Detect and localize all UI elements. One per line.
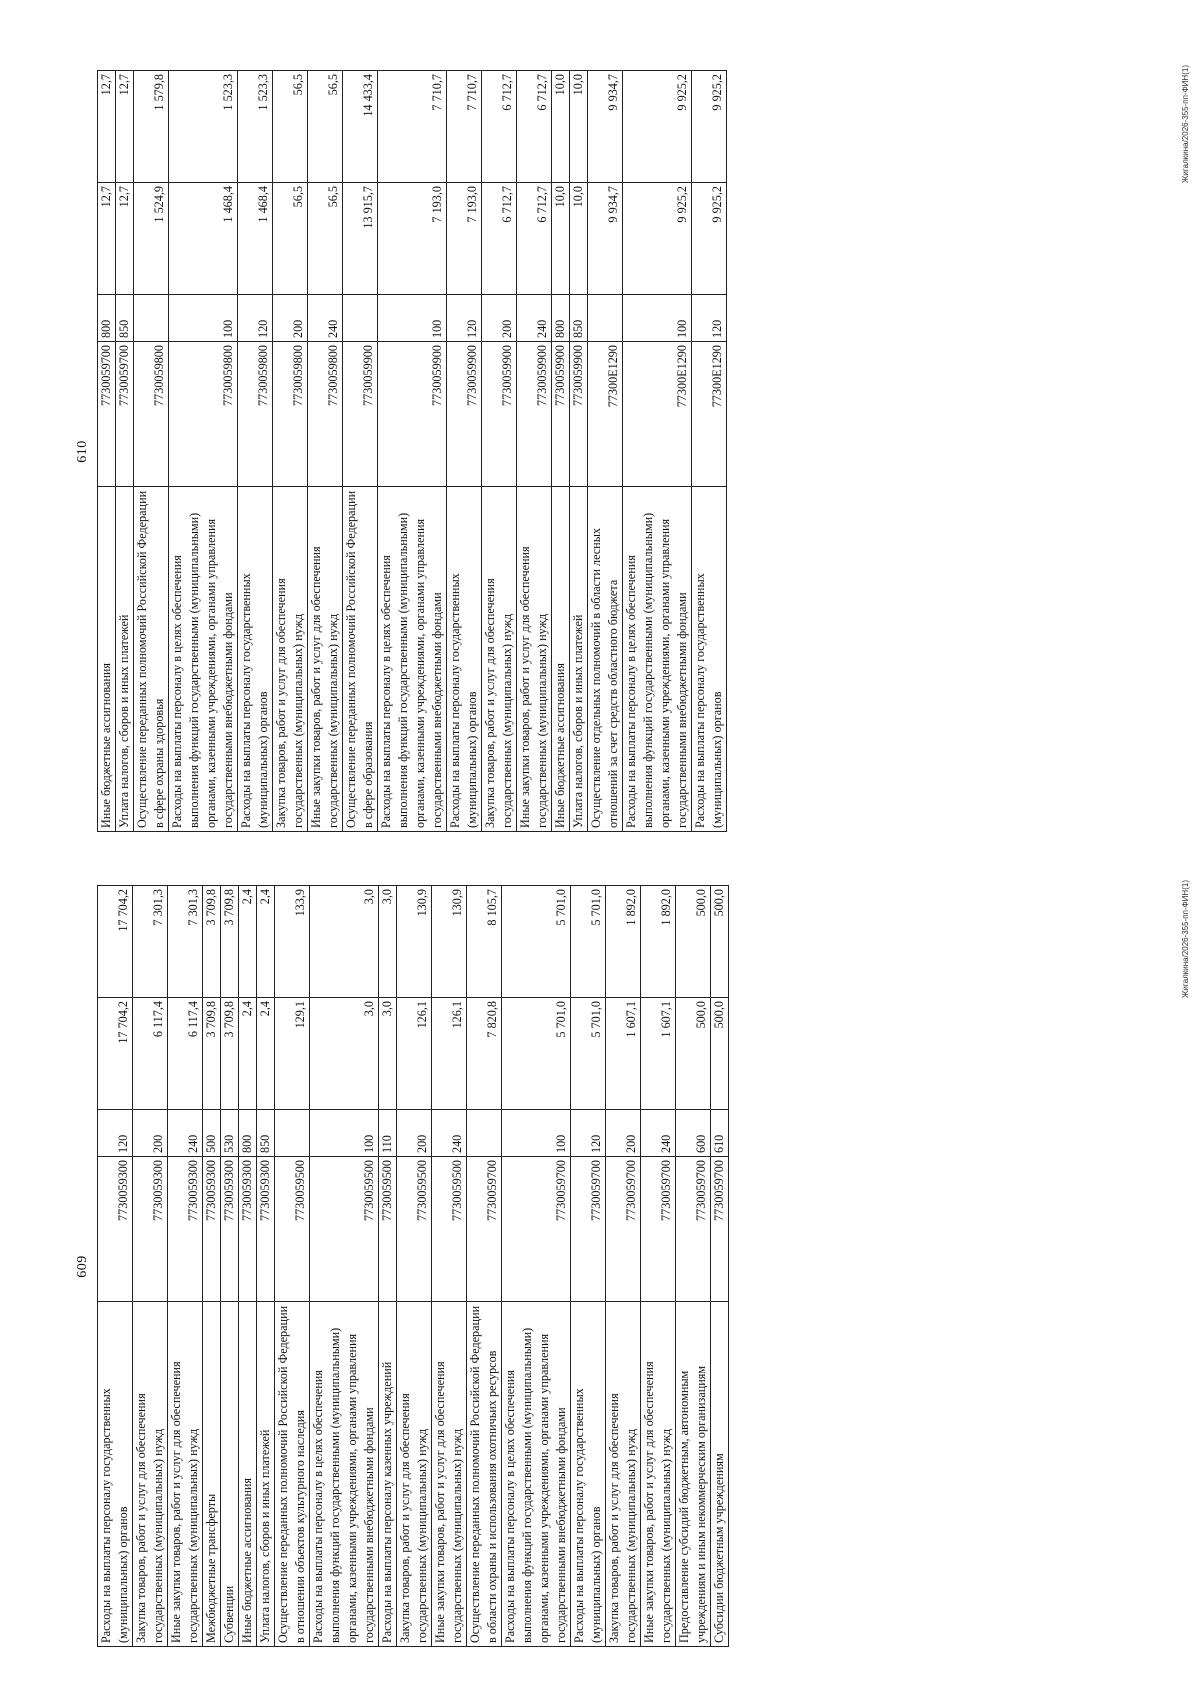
row-name-cell: Осуществление отдельных полномочий в области лесных отношений за счет средств областного бюджета <box>588 487 623 832</box>
amount-2027-cell: 56,5 <box>308 71 343 183</box>
expense-type-cell: 120 <box>571 1110 606 1157</box>
budget-table-body <box>98 71 727 832</box>
amount-2027-cell: 3,0 <box>310 886 379 998</box>
expense-type-cell: 800 <box>552 295 570 342</box>
expense-type-cell: 240 <box>308 295 343 342</box>
amount-2027-cell: 17 704,2 <box>98 886 133 998</box>
table-row <box>116 71 134 832</box>
expense-type-cell <box>275 1110 310 1157</box>
row-name-cell: Закупка товаров, работ и услуг для обеспечения государственных (муниципальных) нужд <box>606 1302 641 1647</box>
amount-2026-cell: 3 709,8 <box>221 998 239 1110</box>
amount-2027-cell: 7 710,7 <box>378 71 447 183</box>
expense-type-cell: 200 <box>273 295 308 342</box>
amount-2027-cell: 6 712,7 <box>482 71 517 183</box>
expense-type-cell: 200 <box>133 1110 168 1157</box>
amount-2027-cell: 7 301,3 <box>168 886 203 998</box>
amount-2027-cell: 9 925,2 <box>623 71 692 183</box>
table-row <box>308 71 343 832</box>
target-code-cell: 7730059500 <box>379 1157 397 1302</box>
budget-table-body <box>98 886 729 1647</box>
amount-2027-cell: 7 301,3 <box>133 886 168 998</box>
table-row <box>447 71 482 832</box>
target-code-cell: 7730059800 <box>134 342 169 487</box>
expense-type-cell: 100 <box>623 295 692 342</box>
expense-type-cell: 200 <box>482 295 517 342</box>
row-name-cell: Расходы на выплаты персоналу государственных (муниципальных) органов <box>238 487 273 832</box>
row-name-cell: Осуществление переданных полномочий Российской Федерации в области охраны и использования охотничьих ресурсов <box>467 1302 502 1647</box>
amount-2027-cell: 9 925,2 <box>692 71 727 183</box>
table-row <box>378 71 447 832</box>
table-row <box>310 886 379 1647</box>
target-code-cell: 7730059500 <box>310 1157 379 1302</box>
table-row <box>98 886 133 1647</box>
row-name-cell: Иные закупки товаров, работ и услуг для обеспечения государственных (муниципальных) нужд <box>168 1302 203 1647</box>
amount-2027-cell: 3,0 <box>379 886 397 998</box>
row-name-cell: Межбюджетные трансферты <box>203 1302 221 1647</box>
table-row <box>134 71 169 832</box>
row-name-cell: Иные бюджетные ассигнования <box>98 487 116 832</box>
row-name-cell: Расходы на выплаты персоналу в целях обеспечения выполнения функций государственными (муниципальными) органами, казенными учреждениями, органами управления государственными внебюджетными фондами <box>378 487 447 832</box>
rotated-page-content <box>75 65 1190 838</box>
amount-2026-cell: 6 712,7 <box>517 183 552 295</box>
amount-2027-cell: 12,7 <box>98 71 116 183</box>
amount-2027-cell: 500,0 <box>711 886 729 998</box>
amount-2027-cell: 1 579,8 <box>134 71 169 183</box>
row-name-cell: Расходы на выплаты персоналу государственных (муниципальных) органов <box>98 1302 133 1647</box>
amount-2027-cell: 56,5 <box>273 71 308 183</box>
expense-type-cell: 100 <box>378 295 447 342</box>
table-row <box>641 886 676 1647</box>
page-number: 610 <box>75 440 90 463</box>
table-row <box>571 886 606 1647</box>
amount-2026-cell: 126,1 <box>397 998 432 1110</box>
table-row <box>238 71 273 832</box>
target-code-cell: 7730059500 <box>397 1157 432 1302</box>
table-row <box>169 71 238 832</box>
row-name-cell: Расходы на выплаты персоналу в целях обеспечения выполнения функций государственными (муниципальными) органами, казенными учреждениями, органами управления государственными внебюджетными фондами <box>169 487 238 832</box>
target-code-cell: 7730059300 <box>203 1157 221 1302</box>
table-row <box>239 886 257 1647</box>
row-name-cell: Предоставление субсидий бюджетным, автономным учреждениям и иным некоммерческим организациям <box>676 1302 711 1647</box>
table-row <box>379 886 397 1647</box>
row-name-cell: Расходы на выплаты персоналу государственных (муниципальных) органов <box>571 1302 606 1647</box>
expense-type-cell: 850 <box>257 1110 275 1157</box>
amount-2026-cell: 56,5 <box>308 183 343 295</box>
amount-2027-cell: 500,0 <box>676 886 711 998</box>
row-name-cell: Расходы на выплаты персоналу государственных (муниципальных) органов <box>692 487 727 832</box>
target-code-cell: 7730059700 <box>467 1157 502 1302</box>
target-code-cell: 7730059900 <box>343 342 378 487</box>
amount-2026-cell: 1 607,1 <box>606 998 641 1110</box>
amount-2027-cell: 10,0 <box>570 71 588 183</box>
expense-type-cell: 240 <box>432 1110 467 1157</box>
document-footer-code: Жигалкина/2026-355-пп-ФИН(1) <box>1181 880 1190 998</box>
amount-2026-cell: 126,1 <box>432 998 467 1110</box>
document-page-609 <box>75 880 1190 1653</box>
target-code-cell: 7730059700 <box>116 342 134 487</box>
table-row <box>275 886 310 1647</box>
amount-2027-cell: 3 709,8 <box>203 886 221 998</box>
target-code-cell: 7730059300 <box>168 1157 203 1302</box>
row-name-cell: Расходы на выплаты персоналу казенных учреждений <box>379 1302 397 1647</box>
row-name-cell: Закупка товаров, работ и услуг для обеспечения государственных (муниципальных) нужд <box>273 487 308 832</box>
amount-2027-cell: 130,9 <box>432 886 467 998</box>
amount-2026-cell: 3 709,8 <box>203 998 221 1110</box>
amount-2027-cell: 5 701,0 <box>502 886 571 998</box>
table-row <box>711 886 729 1647</box>
budget-table <box>97 885 729 1647</box>
target-code-cell: 7730059700 <box>571 1157 606 1302</box>
expense-type-cell: 850 <box>116 295 134 342</box>
expense-type-cell: 600 <box>676 1110 711 1157</box>
amount-2027-cell: 1 892,0 <box>641 886 676 998</box>
rotated-page-content <box>75 880 1190 1653</box>
target-code-cell: 7730059700 <box>676 1157 711 1302</box>
expense-type-cell: 800 <box>239 1110 257 1157</box>
target-code-cell: 7730059800 <box>273 342 308 487</box>
expense-type-cell: 610 <box>711 1110 729 1157</box>
amount-2026-cell: 500,0 <box>711 998 729 1110</box>
table-row <box>570 71 588 832</box>
amount-2026-cell: 500,0 <box>676 998 711 1110</box>
row-name-cell: Расходы на выплаты персоналу в целях обеспечения выполнения функций государственными (муниципальными) органами, казенными учреждениями, органами управления государственными внебюджетными фондами <box>310 1302 379 1647</box>
target-code-cell: 7730059800 <box>238 342 273 487</box>
amount-2026-cell: 3,0 <box>379 998 397 1110</box>
row-name-cell: Осуществление переданных полномочий Российской Федерации в сфере образования <box>343 487 378 832</box>
amount-2027-cell: 5 701,0 <box>571 886 606 998</box>
table-row <box>343 71 378 832</box>
row-name-cell: Уплата налогов, сборов и иных платежей <box>257 1302 275 1647</box>
table-row <box>203 886 221 1647</box>
expense-type-cell: 530 <box>221 1110 239 1157</box>
amount-2027-cell: 130,9 <box>397 886 432 998</box>
expense-type-cell <box>343 295 378 342</box>
expense-type-cell: 100 <box>502 1110 571 1157</box>
row-name-cell: Иные бюджетные ассигнования <box>552 487 570 832</box>
row-name-cell: Иные закупки товаров, работ и услуг для обеспечения государственных (муниципальных) нужд <box>432 1302 467 1647</box>
amount-2027-cell: 14 433,4 <box>343 71 378 183</box>
amount-2027-cell: 2,4 <box>257 886 275 998</box>
target-code-cell: 7730059900 <box>517 342 552 487</box>
expense-type-cell: 120 <box>238 295 273 342</box>
target-code-cell: 7730059900 <box>570 342 588 487</box>
expense-type-cell: 120 <box>447 295 482 342</box>
target-code-cell: 7730059500 <box>275 1157 310 1302</box>
amount-2026-cell: 2,4 <box>257 998 275 1110</box>
target-code-cell: 77300E1290 <box>623 342 692 487</box>
table-row <box>432 886 467 1647</box>
amount-2027-cell: 1 523,3 <box>169 71 238 183</box>
amount-2026-cell: 9 925,2 <box>623 183 692 295</box>
amount-2027-cell: 133,9 <box>275 886 310 998</box>
table-row <box>221 886 239 1647</box>
amount-2026-cell: 3,0 <box>310 998 379 1110</box>
amount-2027-cell: 8 105,7 <box>467 886 502 998</box>
amount-2026-cell: 1 468,4 <box>169 183 238 295</box>
amount-2026-cell: 12,7 <box>116 183 134 295</box>
amount-2026-cell: 56,5 <box>273 183 308 295</box>
row-name-cell: Осуществление переданных полномочий Российской Федерации в отношении объектов культурного наследия <box>275 1302 310 1647</box>
expense-type-cell: 850 <box>570 295 588 342</box>
target-code-cell: 7730059900 <box>447 342 482 487</box>
amount-2026-cell: 5 701,0 <box>502 998 571 1110</box>
expense-type-cell: 120 <box>98 1110 133 1157</box>
amount-2026-cell: 9 925,2 <box>692 183 727 295</box>
amount-2026-cell: 1 524,9 <box>134 183 169 295</box>
amount-2027-cell: 7 710,7 <box>447 71 482 183</box>
target-code-cell: 7730059300 <box>239 1157 257 1302</box>
target-code-cell: 7730059900 <box>552 342 570 487</box>
row-name-cell: Расходы на выплаты персоналу в целях обеспечения выполнения функций государственными (муниципальными) органами, казенными учреждениями, органами управления государственными внебюджетными фондами <box>502 1302 571 1647</box>
row-name-cell: Закупка товаров, работ и услуг для обеспечения государственных (муниципальных) нужд <box>397 1302 432 1647</box>
budget-table <box>97 70 727 832</box>
amount-2026-cell: 1 607,1 <box>641 998 676 1110</box>
page-number: 609 <box>75 1255 90 1278</box>
target-code-cell: 7730059700 <box>606 1157 641 1302</box>
amount-2026-cell: 5 701,0 <box>571 998 606 1110</box>
amount-2027-cell: 1 892,0 <box>606 886 641 998</box>
table-row <box>467 886 502 1647</box>
row-name-cell: Иные закупки товаров, работ и услуг для обеспечения государственных (муниципальных) нужд <box>517 487 552 832</box>
document-footer-code: Жигалкина/2026-355-пп-ФИН(1) <box>1181 65 1190 183</box>
expense-type-cell: 800 <box>98 295 116 342</box>
amount-2026-cell: 12,7 <box>98 183 116 295</box>
target-code-cell: 7730059800 <box>169 342 238 487</box>
expense-type-cell: 100 <box>169 295 238 342</box>
amount-2026-cell: 6 712,7 <box>482 183 517 295</box>
target-code-cell: 7730059700 <box>711 1157 729 1302</box>
table-row <box>273 71 308 832</box>
target-code-cell: 7730059300 <box>98 1157 133 1302</box>
amount-2026-cell: 129,1 <box>275 998 310 1110</box>
amount-2027-cell: 3 709,8 <box>221 886 239 998</box>
row-name-cell: Уплата налогов, сборов и иных платежей <box>570 487 588 832</box>
row-name-cell: Иные закупки товаров, работ и услуг для обеспечения государственных (муниципальных) нужд <box>308 487 343 832</box>
row-name-cell: Закупка товаров, работ и услуг для обеспечения государственных (муниципальных) нужд <box>482 487 517 832</box>
table-row <box>168 886 203 1647</box>
row-name-cell: Осуществление переданных полномочий Российской Федерации в сфере охраны здоровья <box>134 487 169 832</box>
table-row <box>552 71 570 832</box>
document-page-610 <box>75 65 1190 838</box>
row-name-cell: Субвенции <box>221 1302 239 1647</box>
amount-2026-cell: 7 820,8 <box>467 998 502 1110</box>
amount-2026-cell: 6 117,4 <box>133 998 168 1110</box>
expense-type-cell <box>134 295 169 342</box>
expense-type-cell: 240 <box>641 1110 676 1157</box>
table-row <box>397 886 432 1647</box>
expense-type-cell: 100 <box>310 1110 379 1157</box>
table-row <box>676 886 711 1647</box>
amount-2026-cell: 6 117,4 <box>168 998 203 1110</box>
expense-type-cell: 110 <box>379 1110 397 1157</box>
row-name-cell: Субсидии бюджетным учреждениям <box>711 1302 729 1647</box>
amount-2027-cell: 12,7 <box>116 71 134 183</box>
expense-type-cell: 240 <box>517 295 552 342</box>
amount-2026-cell: 17 704,2 <box>98 998 133 1110</box>
target-code-cell: 7730059800 <box>308 342 343 487</box>
expense-type-cell: 240 <box>168 1110 203 1157</box>
table-row <box>257 886 275 1647</box>
expense-type-cell <box>467 1110 502 1157</box>
row-name-cell: Иные закупки товаров, работ и услуг для обеспечения государственных (муниципальных) нужд <box>641 1302 676 1647</box>
expense-type-cell: 200 <box>606 1110 641 1157</box>
table-row <box>623 71 692 832</box>
amount-2027-cell: 1 523,3 <box>238 71 273 183</box>
amount-2026-cell: 7 193,0 <box>447 183 482 295</box>
expense-type-cell: 120 <box>692 295 727 342</box>
target-code-cell: 7730059300 <box>133 1157 168 1302</box>
amount-2026-cell: 13 915,7 <box>343 183 378 295</box>
target-code-cell: 7730059500 <box>432 1157 467 1302</box>
amount-2026-cell: 10,0 <box>552 183 570 295</box>
amount-2026-cell: 7 193,0 <box>378 183 447 295</box>
target-code-cell: 7730059700 <box>641 1157 676 1302</box>
expense-type-cell <box>588 295 623 342</box>
amount-2026-cell: 10,0 <box>570 183 588 295</box>
table-row <box>502 886 571 1647</box>
target-code-cell: 7730059700 <box>98 342 116 487</box>
table-row <box>133 886 168 1647</box>
table-row <box>692 71 727 832</box>
table-row <box>588 71 623 832</box>
target-code-cell: 7730059900 <box>378 342 447 487</box>
row-name-cell: Уплата налогов, сборов и иных платежей <box>116 487 134 832</box>
target-code-cell: 77300E1290 <box>692 342 727 487</box>
target-code-cell: 7730059700 <box>502 1157 571 1302</box>
target-code-cell: 77300E1290 <box>588 342 623 487</box>
target-code-cell: 7730059900 <box>482 342 517 487</box>
target-code-cell: 7730059300 <box>257 1157 275 1302</box>
table-row <box>482 71 517 832</box>
amount-2027-cell: 9 934,7 <box>588 71 623 183</box>
amount-2027-cell: 2,4 <box>239 886 257 998</box>
amount-2027-cell: 6 712,7 <box>517 71 552 183</box>
row-name-cell: Расходы на выплаты персоналу в целях обеспечения выполнения функций государственными (муниципальными) органами, казенными учреждениями, органами управления государственными внебюджетными фондами <box>623 487 692 832</box>
amount-2027-cell: 10,0 <box>552 71 570 183</box>
table-row <box>98 71 116 832</box>
row-name-cell: Закупка товаров, работ и услуг для обеспечения государственных (муниципальных) нужд <box>133 1302 168 1647</box>
table-row <box>606 886 641 1647</box>
expense-type-cell: 200 <box>397 1110 432 1157</box>
table-row <box>517 71 552 832</box>
amount-2026-cell: 9 934,7 <box>588 183 623 295</box>
row-name-cell: Расходы на выплаты персоналу государственных (муниципальных) органов <box>447 487 482 832</box>
amount-2026-cell: 1 468,4 <box>238 183 273 295</box>
amount-2026-cell: 2,4 <box>239 998 257 1110</box>
target-code-cell: 7730059300 <box>221 1157 239 1302</box>
expense-type-cell: 500 <box>203 1110 221 1157</box>
row-name-cell: Иные бюджетные ассигнования <box>239 1302 257 1647</box>
